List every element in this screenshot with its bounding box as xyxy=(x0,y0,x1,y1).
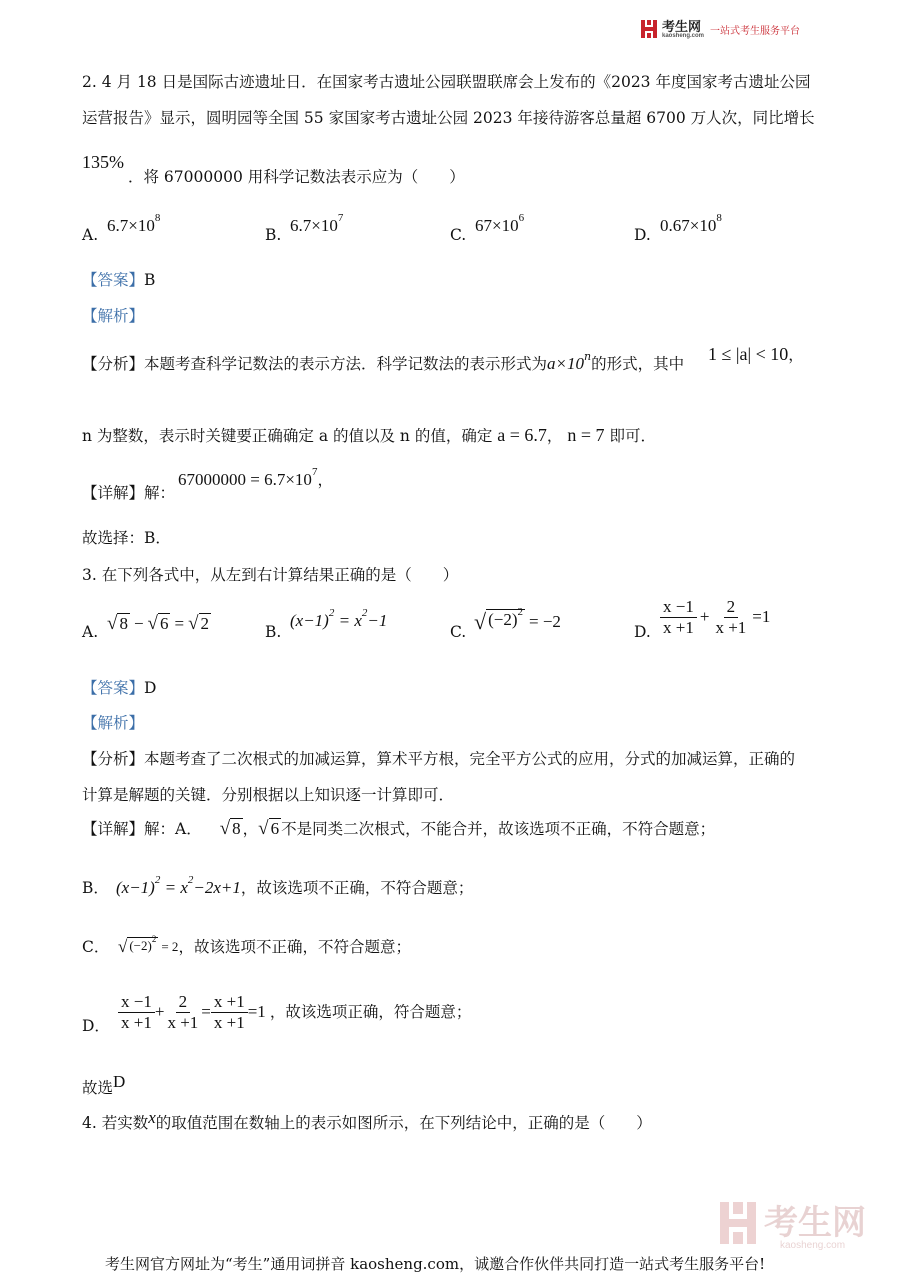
q3-detail-d xyxy=(82,992,472,1035)
header-slogan: 一站式考生服务平台 xyxy=(710,25,801,37)
operator: + xyxy=(699,607,710,627)
detail-text: ，故该选项不正确，不符合题意； xyxy=(178,937,411,956)
exp: 2 xyxy=(517,606,523,618)
conclusion-answer: D xyxy=(113,1072,126,1091)
q2-answer xyxy=(82,271,155,290)
detail-letter: C． xyxy=(82,937,110,956)
detail-text: ，故该选项正确，符合题意； xyxy=(269,1002,472,1021)
comma: ， xyxy=(788,347,804,364)
fraction xyxy=(660,597,697,637)
denominator: x +1 xyxy=(715,617,747,637)
denominator: x +1 xyxy=(663,617,694,637)
detail-math: 67000000 = 6.7×10 xyxy=(178,470,312,489)
header-brand: 考生网 xyxy=(662,18,702,34)
q3-option-b xyxy=(290,607,388,631)
header-domain: kaosheng.com xyxy=(662,32,705,39)
sqrt: √ $(-2)^2$ xyxy=(118,934,157,956)
q4-number: 4. xyxy=(82,1114,97,1132)
q3-stem-text: 在下列各式中，从左到右计算结果正确的是（ ） xyxy=(101,566,459,584)
radicand: 2 xyxy=(200,614,209,633)
q3-fenxi-line2: 计算是解题的关键．分别根据以上知识逐一计算即可． xyxy=(82,786,455,804)
answer-value: D xyxy=(144,679,157,697)
sep: ， xyxy=(546,427,563,445)
q3-option-a xyxy=(107,613,211,635)
answer-tag: 【答案】 xyxy=(82,271,145,289)
option-base: 6.7×10 xyxy=(290,216,338,235)
detail-prefix: 解： xyxy=(144,484,176,502)
fenxi-tag: 【分析】 xyxy=(82,750,145,768)
q3-detail-b xyxy=(82,874,474,898)
radicand: 8 xyxy=(119,614,128,633)
option-base: 67×10 xyxy=(475,216,519,235)
sqrt: √ 6 xyxy=(258,818,280,839)
q3-stem xyxy=(82,566,458,585)
q2-option-d-value xyxy=(660,212,722,236)
fraction xyxy=(118,992,155,1032)
q3-option-a-letter: A. xyxy=(82,623,99,641)
denominator: x +1 xyxy=(167,1012,199,1032)
fenxi-math: n = 7 xyxy=(567,425,605,445)
operator: − xyxy=(133,614,144,633)
radicand: 6 xyxy=(270,819,280,838)
q3-detail-c xyxy=(82,934,411,957)
exp: 2 xyxy=(154,874,161,886)
q2-option-a-value xyxy=(107,212,161,236)
fraction xyxy=(211,992,248,1032)
sep: ， xyxy=(242,819,259,838)
sqrt: √ 2 xyxy=(188,613,209,634)
detail-text: ，故该选项不正确，不符合题意； xyxy=(240,878,474,897)
q2-option-b-value xyxy=(290,212,344,236)
detail-b-math xyxy=(116,874,241,898)
option-letter: B. xyxy=(265,226,282,244)
q3-number: 3. xyxy=(82,566,97,584)
radicand: 6 xyxy=(159,614,169,633)
fenxi-math: a×10 xyxy=(547,354,585,373)
expr: = −2 xyxy=(529,612,561,631)
operator: + xyxy=(154,1002,165,1022)
q4-variable: x xyxy=(148,1108,156,1127)
expr: −2x+1 xyxy=(193,878,241,897)
sqrt: √ 8 xyxy=(219,818,241,839)
q2-fenxi-line1 xyxy=(82,350,685,374)
detail-tag: 【详解】 xyxy=(82,819,145,838)
q2-option-c xyxy=(450,226,466,245)
expr: (x−1) xyxy=(290,611,329,630)
fenxi-math: a = 6.7 xyxy=(497,425,547,445)
detail-tag: 【详解】 xyxy=(82,484,145,502)
radicand: (−2) xyxy=(129,938,152,953)
fraction xyxy=(164,992,201,1032)
comma: ， xyxy=(317,472,333,489)
q3-detail-a xyxy=(82,818,715,840)
numerator: 2 xyxy=(176,992,191,1013)
fenxi-math-exp: n xyxy=(584,350,592,363)
q2-detail-tag xyxy=(82,484,175,503)
q2-line3 xyxy=(82,152,124,174)
option-exp: 8 xyxy=(154,212,161,224)
q2-option-a xyxy=(82,226,98,245)
option-exp: 6 xyxy=(518,212,525,224)
q2-fenxi-line2 xyxy=(82,425,656,447)
radicand: 8 xyxy=(232,819,241,838)
range-math: 1 ≤ |a| < 10 xyxy=(708,344,789,364)
answer-value: B xyxy=(144,271,156,289)
q3-option-d xyxy=(660,597,770,637)
q2-conclusion: 故选择：B． xyxy=(82,529,171,547)
q3-conclusion xyxy=(82,1072,126,1098)
watermark-brand: 考生网 xyxy=(764,1203,866,1243)
detail-prefix: 解：A． xyxy=(144,819,202,838)
q3-option-b-letter: B. xyxy=(265,623,282,641)
denominator: x +1 xyxy=(121,1012,152,1032)
fenxi-text: 的形式，其中 xyxy=(591,355,685,373)
exp: 2 xyxy=(187,874,194,886)
q3-analysis-tag: 【解析】 xyxy=(82,714,145,732)
kaosheng-logo-icon xyxy=(640,19,658,39)
detail-letter: D． xyxy=(82,1016,110,1035)
q3-option-c-letter: C. xyxy=(450,623,467,641)
q2-line1 xyxy=(82,73,810,92)
answer-tag: 【答案】 xyxy=(82,679,145,697)
option-exp: 8 xyxy=(716,212,722,224)
q2-stem-line1: 4 月 18 日是国际古迹遗址日．在国家考古遗址公园联盟联席会上发布的《2023 年度国家考古遗址公园 xyxy=(101,73,811,91)
expr: −1 xyxy=(367,611,388,630)
watermark-logo-icon xyxy=(718,1200,758,1246)
q2-detail-math xyxy=(178,466,333,491)
q2-fenxi-range xyxy=(708,344,804,366)
numerator: x −1 xyxy=(118,992,155,1013)
q4-stem-text: 的取值范围在数轴上的表示如图所示，在下列结论中，正确的是（ ） xyxy=(155,1114,652,1132)
footer-text: 考生网官方网址为“考生”通用词拼音 kaosheng.com，诚邀合作伙伴共同打造一站式考生服务平台! xyxy=(105,1255,766,1273)
q2-analysis-tag: 【解析】 xyxy=(82,307,145,325)
q3-fenxi-line1 xyxy=(82,750,795,769)
expr: = x xyxy=(164,878,188,897)
detail-exp: 7 xyxy=(311,466,318,478)
exp: 2 xyxy=(361,607,368,619)
expr: =1 xyxy=(247,1002,266,1022)
watermark xyxy=(718,1200,866,1251)
q2-stem-line2: 运营报告》显示，圆明园等全国 55 家国家考古遗址公园 2023 年接待游客总量超 6700 万人次，同比增长 xyxy=(82,109,815,127)
sqrt: √ $(-2)^2$ xyxy=(474,606,523,634)
option-letter: C. xyxy=(450,226,467,244)
option-base: 0.67×10 xyxy=(660,216,717,235)
fenxi-text: n 为整数，表示时关键要正确确定 a 的值以及 n 的值，确定 xyxy=(82,427,493,445)
conclusion-text: 故选 xyxy=(82,1079,114,1097)
radicand: (−2) xyxy=(488,610,518,629)
q2-option-c-value xyxy=(475,212,525,236)
q4-stem-text: 若实数 xyxy=(101,1114,149,1132)
fenxi-text: 本题考查了二次根式的加减运算，算术平方根，完全平方公式的应用，分式的加减运算，正确的 xyxy=(144,750,796,768)
exp: 2 xyxy=(151,934,157,944)
option-letter: A. xyxy=(82,226,99,244)
q3-option-c xyxy=(474,606,561,635)
numerator: 2 xyxy=(724,597,739,618)
expr: = x xyxy=(338,611,362,630)
fenxi-text: 即可． xyxy=(609,427,656,445)
q2-option-b xyxy=(265,226,281,245)
option-base: 6.7×10 xyxy=(107,216,155,235)
q2-stem-line3: ．将 67000000 用科学记数法表示应为（ ） xyxy=(128,168,465,186)
q3-answer xyxy=(82,679,156,698)
q2-option-d xyxy=(634,226,651,245)
fraction xyxy=(712,597,749,637)
option-exp: 7 xyxy=(337,212,344,224)
operator: = xyxy=(174,614,185,633)
expr: =1 xyxy=(752,607,771,627)
q3-option-d-letter: D. xyxy=(634,623,651,641)
fenxi-text: 本题考查科学记数法的表示方法．科学记数法的表示形式为 xyxy=(144,355,548,373)
denominator: x +1 xyxy=(213,1012,245,1032)
detail-letter: B． xyxy=(82,878,109,897)
watermark-domain: kaosheng.com xyxy=(780,1240,846,1251)
header-logo xyxy=(640,18,800,40)
expr: = 2 xyxy=(161,939,179,954)
numerator: x +1 xyxy=(211,992,248,1013)
q2-percent: 135% xyxy=(82,152,124,172)
q2-number: 2. xyxy=(82,73,97,91)
operator: = xyxy=(201,1002,211,1022)
numerator: x −1 xyxy=(660,597,697,618)
sqrt: √ 8 xyxy=(107,613,128,634)
exp: 2 xyxy=(328,607,335,619)
option-letter: D. xyxy=(634,226,651,244)
detail-text: 不是同类二次根式，不能合并，故该选项不正确，不符合题意； xyxy=(281,819,716,838)
fenxi-tag: 【分析】 xyxy=(82,355,145,373)
expr: (x−1) xyxy=(116,878,155,897)
sqrt: √ 6 xyxy=(147,613,169,634)
q4-stem xyxy=(82,1108,652,1133)
